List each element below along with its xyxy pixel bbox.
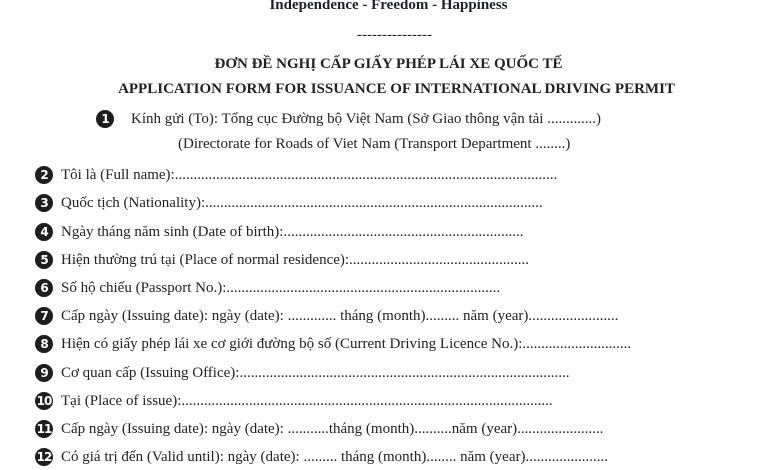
field-full-name[interactable] <box>35 164 557 186</box>
field-licence-issuing-date[interactable] <box>35 418 603 440</box>
field-valid-until[interactable] <box>35 446 608 468</box>
number-badge-icon: 11 <box>36 422 52 436</box>
number-badge-icon: 2 <box>35 166 53 184</box>
field-issuing-office[interactable] <box>35 362 569 384</box>
field-driving-licence-no[interactable] <box>35 333 631 355</box>
field-label: Tại (Place of issue):................................................................................................... <box>61 392 553 409</box>
number-badge-icon: 4 <box>35 223 53 241</box>
field-label: Kính gửi (To): Tổng cục Đường bộ Việt Nam (Sở Giao thông vận tải .............) <box>131 110 601 127</box>
field-passport-no[interactable] <box>35 277 500 299</box>
field-label: Hiện thường trú tại (Place of normal residence):................................................ <box>61 251 530 268</box>
form-title-english: APPLICATION FORM FOR ISSUANCE OF INTERNATIONAL DRIVING PERMIT <box>118 81 675 97</box>
recipient-translation: (Directorate for Roads of Viet Nam (Transport Department ........) <box>178 136 571 152</box>
field-label: Ngày tháng năm sinh (Date of birth):................................................................ <box>61 223 524 240</box>
field-label: Cấp ngày (Issuing date): ngày (date): ...........tháng (month)..........năm (year)....................... <box>61 420 604 437</box>
field-residence[interactable] <box>35 249 529 271</box>
field-label: Hiện có giấy phép lái xe cơ giới đường bộ số (Current Driving Licence No.):............................. <box>61 335 632 352</box>
field-label: Quốc tịch (Nationality):.......................................................................................... <box>61 194 543 211</box>
number-badge-icon: 12 <box>36 450 52 464</box>
field-label: Tôi là (Full name):...................................................................................................... <box>61 166 558 183</box>
number-badge-icon: 8 <box>35 335 53 353</box>
number-badge-icon: 5 <box>35 251 53 269</box>
field-place-of-issue[interactable] <box>35 390 553 412</box>
field-date-of-birth[interactable] <box>35 221 523 243</box>
field-passport-issuing-date[interactable] <box>35 305 618 327</box>
number-badge-icon: 6 <box>35 279 53 297</box>
number-badge-icon: 9 <box>35 364 53 382</box>
national-motto: Independence - Freedom - Happiness <box>269 0 508 13</box>
form-title-vietnamese: ĐƠN ĐỀ NGHỊ CẤP GIẤY PHÉP LÁI XE QUỐC TẾ <box>214 56 563 72</box>
separator: --------------- <box>357 27 432 43</box>
field-nationality[interactable] <box>35 192 543 214</box>
number-badge-icon: 7 <box>35 307 53 325</box>
field-recipient <box>96 108 601 130</box>
field-label: Cơ quan cấp (Issuing Office):........................................................................................ <box>61 364 570 381</box>
field-label: Có giá trị đến (Valid until): ngày (date): ......... tháng (month)........ năm (year)...................... <box>61 448 608 465</box>
field-label: Cấp ngày (Issuing date): ngày (date): ............. tháng (month)......... năm (year)........................ <box>61 307 619 324</box>
number-badge-icon: 3 <box>35 194 53 212</box>
number-badge-icon: 1 <box>96 110 114 128</box>
number-badge-icon: 10 <box>36 394 52 408</box>
field-label: Số hộ chiếu (Passport No.):......................................................................... <box>61 279 501 296</box>
